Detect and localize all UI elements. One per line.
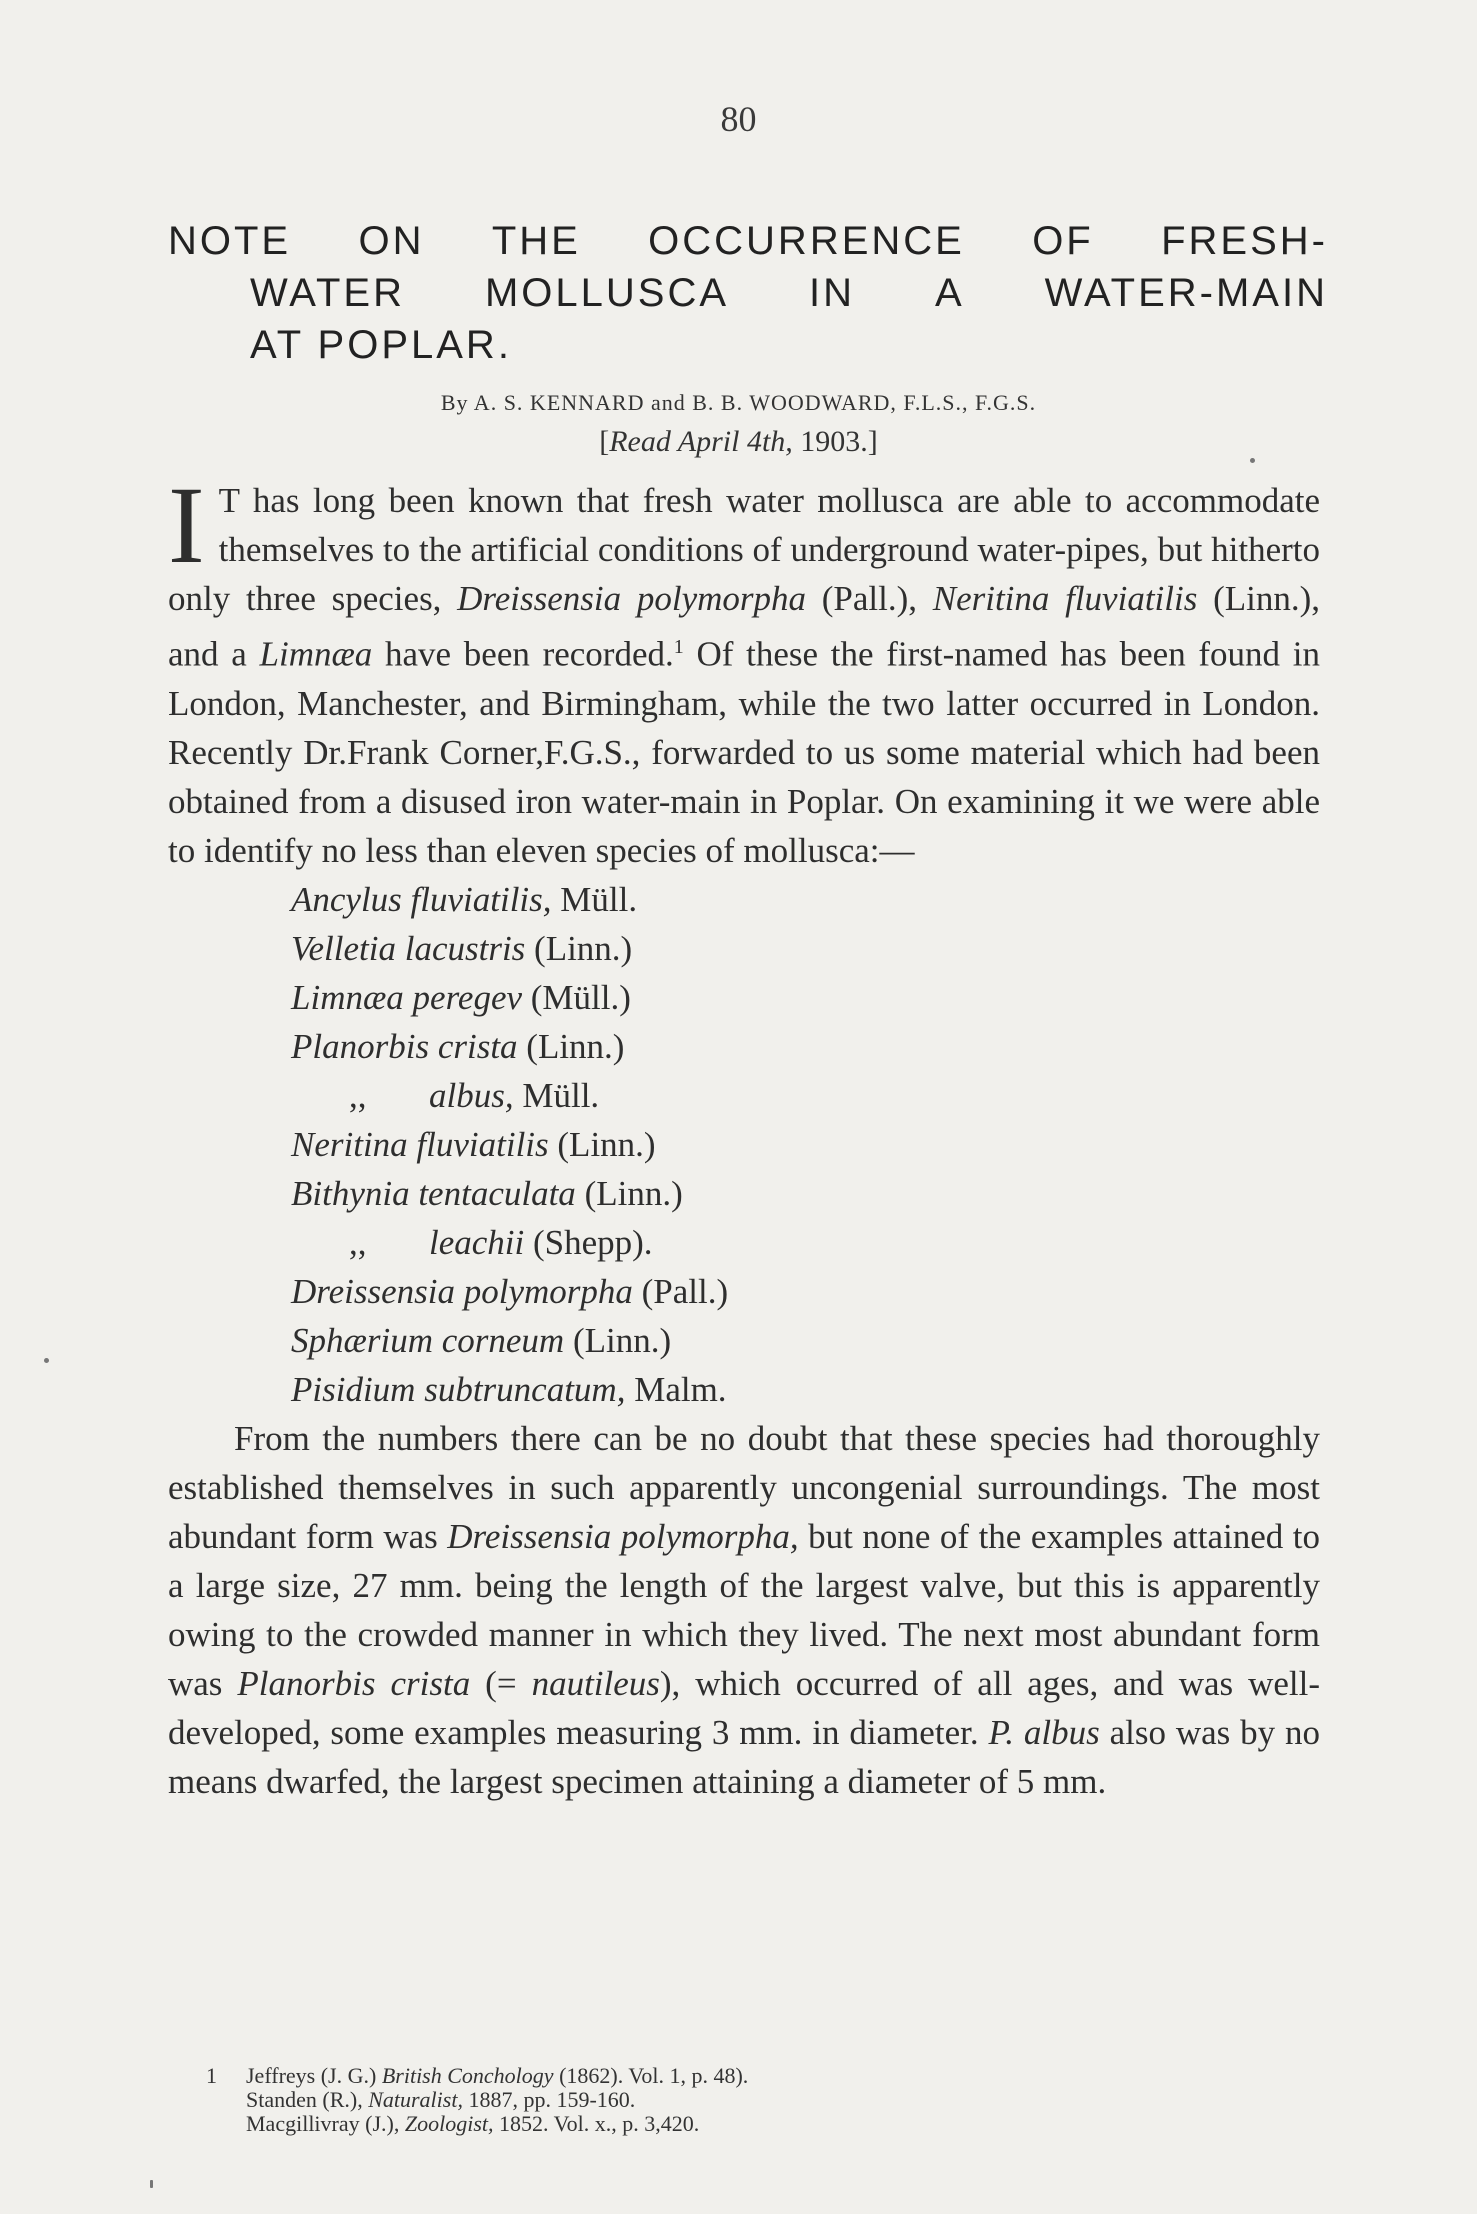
text-run: Of these the first-named has been found in London, Manchester, and Birmingham, while the two latter occurred in London. Recently Dr.Frank Corner,F.G.S., forwarded to us some material which had been obtained from a disused iron water-main in Poplar. On examining it we were able to identify no less than eleven species of mollusca:— (168, 634, 1320, 870)
species-item (291, 1365, 1320, 1414)
title-word: ON (358, 219, 425, 263)
title-word: THE (491, 219, 581, 263)
footnote-line (206, 2112, 1306, 2136)
title-line-2 (250, 267, 1328, 319)
text-run: (= (470, 1663, 532, 1703)
title-word: FRESH- (1161, 219, 1328, 263)
text-run: From the numbers there can be no doubt that these species had thoroughly established themselves in such apparently uncongenial surroundings. The most abundant form was (168, 1418, 1320, 1556)
species-item (291, 1267, 1320, 1316)
page-number: 80 (720, 99, 757, 139)
text-run: T has long been known that fresh water mollusca are able to accommodate themselves to the artificial conditions of underground water-pipes, but hitherto only three species, (168, 481, 1320, 618)
species-author: (Linn.) (564, 1320, 672, 1360)
text-run: (1862). Vol. 1, p. 48). (553, 2063, 749, 2088)
read-italic: Read April 4th, (609, 425, 793, 458)
species-author: Müll. (551, 879, 638, 919)
title-word: IN (809, 271, 856, 315)
species-list (291, 875, 1320, 1414)
species-name: leachii (429, 1222, 525, 1262)
read-rest: 1903.] (792, 425, 878, 458)
citation-title: Zoologist, (404, 2111, 494, 2136)
species-name: Bithynia tentaculata (291, 1173, 576, 1213)
text-run: 1887, pp. 159-160. (462, 2087, 636, 2112)
species-name: albus, (429, 1075, 514, 1115)
species-item (291, 973, 1320, 1022)
intro-paragraph (168, 464, 1320, 875)
text-run: Standen (R.), (246, 2087, 369, 2112)
text-run: Macgillivray (J.), (246, 2111, 405, 2136)
species-name: Dreissensia polymorpha (457, 579, 807, 618)
paper-speck (150, 2180, 153, 2188)
species-item (291, 1120, 1320, 1169)
title-word: NOTE (168, 219, 292, 263)
species-item (291, 1022, 1320, 1071)
title-word: A (935, 271, 965, 315)
text-run: also was by no means dwarfed, the largest specimen attaining a diameter of 5 mm. (168, 1712, 1320, 1801)
species-author: Malm. (625, 1369, 727, 1409)
species-name: Neritina fluviatilis (291, 1124, 549, 1164)
species-name: Dreissensia polymorpha, (447, 1516, 799, 1556)
species-name: Limnæa peregev (291, 977, 523, 1017)
species-item (291, 875, 1320, 924)
text-run: (Pall.), (806, 579, 933, 618)
text-run: ), which occurred of all ages, and was well-developed, some examples measuring 3 mm. in diameter. (168, 1663, 1321, 1752)
species-author: (Linn.) (548, 1124, 656, 1164)
species-name: Dreissensia polymorpha (291, 1271, 633, 1311)
ditto-mark: ,, (349, 1222, 367, 1262)
second-paragraph (168, 1414, 1320, 1806)
species-author: (Müll.) (522, 977, 631, 1017)
title-word: MOLLUSCA (484, 271, 730, 315)
species-author: (Linn.) (517, 1026, 625, 1066)
text-run: have been recorded. (372, 634, 674, 674)
species-author: (Shepp). (524, 1222, 653, 1262)
species-name: P. albus (988, 1712, 1100, 1752)
title-line-3: AT POPLAR. (250, 323, 512, 367)
species-name: Pisidium subtruncatum, (291, 1369, 626, 1409)
footnote-reference: 1 (673, 636, 684, 658)
species-item (291, 1169, 1320, 1218)
title-word: WATER-MAIN (1044, 271, 1328, 315)
citation-title: British Conchology (381, 2063, 554, 2088)
paper-speck (44, 1358, 49, 1363)
title-word: OF (1032, 219, 1094, 263)
species-author: (Pall.) (632, 1271, 729, 1311)
footnotes (206, 2064, 1306, 2136)
species-item (291, 1316, 1320, 1365)
species-item (291, 1071, 1320, 1120)
species-name: nautileus (531, 1663, 660, 1703)
text-run: Jeffreys (J. G.) (246, 2063, 382, 2088)
footnote-line (206, 2064, 1306, 2088)
authors-byline: By A. S. KENNARD and B. B. WOODWARD, F.L.S., F.G.S. (440, 390, 1037, 415)
drop-cap: I (168, 464, 205, 586)
article-title (168, 215, 1328, 371)
title-word: WATER (250, 271, 405, 315)
read-date (0, 425, 1477, 459)
text-run: (Linn.), and a (168, 579, 1320, 674)
title-line-1 (168, 215, 1328, 267)
footnote-line (206, 2088, 1306, 2112)
species-name: Neritina fluviatilis (932, 579, 1198, 618)
species-item (291, 924, 1320, 973)
species-name: Limnæa (259, 634, 373, 674)
species-name: Planorbis crista (291, 1026, 518, 1066)
article-body (168, 464, 1321, 1806)
species-name: Sphærium corneum (291, 1320, 565, 1360)
title-word: OCCURRENCE (648, 219, 965, 263)
species-author: Müll. (513, 1075, 600, 1115)
species-name: Ancylus fluviatilis, (291, 879, 552, 919)
species-item (291, 1218, 1320, 1267)
species-author: (Linn.) (525, 928, 633, 968)
footnote-mark: 1 (206, 2063, 217, 2088)
species-author: (Linn.) (575, 1173, 683, 1213)
read-open: [ (599, 425, 610, 458)
species-name: Velletia lacustris (291, 928, 526, 968)
text-run: 1852. Vol. x., p. 3,420. (493, 2111, 700, 2136)
species-name: Planorbis crista (237, 1663, 471, 1703)
text-run: but none of the examples attained to a large size, 27 mm. being the length of the largest valve, but this is apparently owing to the crowded manner in which they lived. The next most abundant form was (168, 1516, 1320, 1703)
paper-speck (1250, 458, 1255, 463)
citation-title: Naturalist, (368, 2087, 463, 2112)
ditto-mark: ,, (349, 1075, 367, 1115)
